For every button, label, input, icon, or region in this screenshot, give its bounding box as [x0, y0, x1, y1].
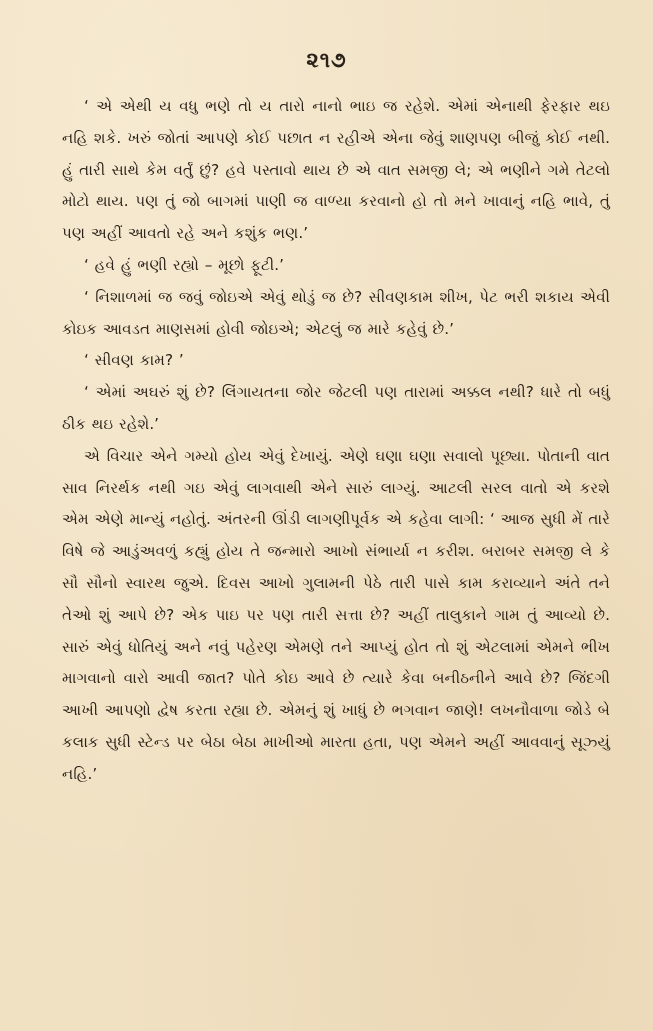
paragraph: ‘ નિશાળમાં જ જવું જોઇએ એવું થોડું જ છે? સીવણકામ શીખ, પેટ ભરી શકાય એવી કોઇક આવડત માણસમાં હોવી જોઇએ; એટલું જ મારે કહેવું છે.’: [62, 287, 610, 338]
paragraph: ‘ સીવણ કામ? ’: [84, 351, 184, 370]
paragraph: ‘ એ એથી ય વધુ ભણે તો ય તારો નાનો ભાઇ જ રહેશે. એમાં એનાથી ફેરફાર થઇ નહિ શકે. ખરું જોતાં આપણે કોઈ પછાત ન રહીએ એના જેવું શાણપણ બીજું કોઈ નથી. હું તારી સાથે કેમ વર્તું છું? હવે પસ્તાવો થાય છે એ વાત સમજી લે; એ ભણીને ગમે તેટલો મોટો થાય. પણ તું જો બાગમાં પાણી જ વાળ્યા કરવાનો હો તો મને ખાવાનું નહિ ભાવે, તું પણ અહીં આવતો રહે અને કશુંક ભણ.’: [62, 97, 610, 243]
body-text: [62, 91, 610, 791]
paragraph: ‘ હવે હું ભણી રહ્યો – મૂછો ફૂટી.’: [84, 255, 284, 274]
paragraph: ‘ એમાં અઘરું શું છે? લિંગાયતના જોર જેટલી પણ તારામાં અક્કલ નથી? ધારે તો બધું ઠીક થઇ રહેશે.’: [62, 383, 610, 433]
page-number: ૨૧૭: [306, 48, 347, 72]
paragraph: એ વિચાર એને ગમ્યો હોય એવું દેખાયું. એણે ઘણા ઘણા સવાલો પૂછ્યા. પોતાની વાત સાવ નિરર્થક નથી ગઇ એવું લાગવાથી એને સારું લાગ્યું. આટલી સરલ વાતો એ કરશે એમ એણે માન્યું નહોતું. અંતરની ઊંડી લાગણીપૂર્વક એ કહેવા લાગી: ‘ આજ સુધી મેં તારે વિષે જે આડુંઅવળું કહ્યું હોય તે જન્મારો આખો સંભાર્યા ન કરીશ. બરાબર સમજી લે કે સૌ સૌનો સ્વારથ જુએ. દિવસ આખો ગુલામની પેઠે તારી પાસે કામ કરાવ્યાને અંતે તને તેઓ શું આપે છે? એક પાઇ પર પણ તારી સત્તા છે? અહીં તાલુકાને ગામ તું આવ્યો છે. સારું એવું ધોતિયું અને નવું પહેરણ એમણે તને આપ્યું હોત તો શું એટલામાં એમને ભીખ માગવાનો વારો આવી જાત? પોતે કોઇ આવે છે ત્યારે કેવા બનીઠનીને આવે છે? જિંદગી આખી આપણો દ્વેષ કરતા રહ્યા છે. એમનું શું ખાધું છે ભગવાન જાણે! લખનૌવાળા જોડે બે કલાક સુધી સ્ટેન્ડ પર બેઠા બેઠા માખીઓ મારતા હતા, પણ એમને અહીં આવવાનું સૂઝ્યું નહિ.’: [62, 446, 610, 783]
